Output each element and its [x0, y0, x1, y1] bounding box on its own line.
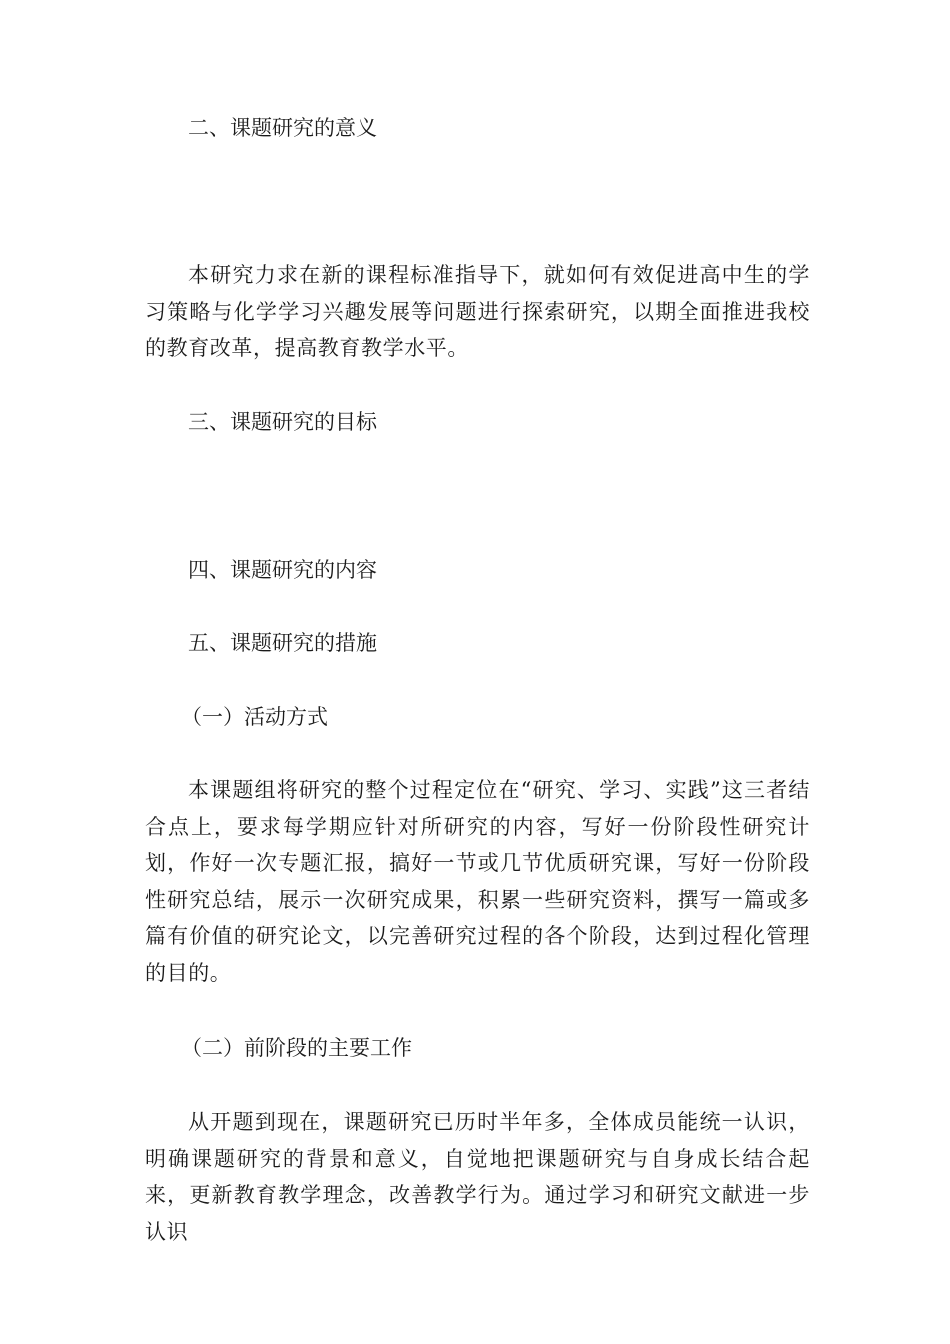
- section-heading-content: 四、课题研究的内容: [188, 558, 377, 582]
- section-heading-measures: 五、课题研究的措施: [188, 631, 377, 655]
- subsection-heading-previous-work: （二）前阶段的主要工作: [181, 1036, 412, 1060]
- section-heading-significance: 二、课题研究的意义: [188, 116, 377, 140]
- section-heading-objectives: 三、课题研究的目标: [188, 410, 377, 434]
- paragraph-previous-work: 从开题到现在，课题研究已历时半年多，全体成员能统一认识，明确课题研究的背景和意义，自觉地把课题研究与自身成长结合起来，更新教育教学理念，改善教学行为。通过学习和研究文献进一步认识: [145, 1110, 810, 1244]
- paragraph-significance: 本研究力求在新的课程标准指导下，就如何有效促进高中生的学习策略与化学学习兴趣发展等问题进行探索研究，以期全面推进我校的教育改革，提高教育教学水平。: [145, 263, 810, 360]
- paragraph-activity-method: 本课题组将研究的整个过程定位在“研究、学习、实践”这三者结合点上，要求每学期应针对所研究的内容，写好一份阶段性研究计划，作好一次专题汇报，搞好一节或几节优质研究课，写好一份阶段性研究总结，展示一次研究成果，积累一些研究资料，撰写一篇或多篇有价值的研究论文，以完善研究过程的各个阶段，达到过程化管理的目的。: [145, 778, 810, 985]
- subsection-heading-activity: （一）活动方式: [181, 705, 328, 729]
